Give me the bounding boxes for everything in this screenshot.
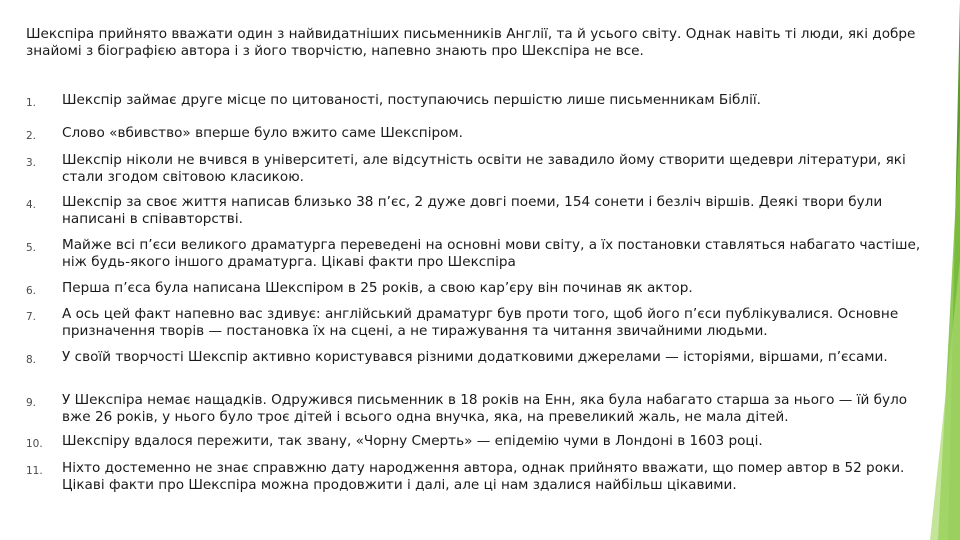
item-number: 8. (26, 354, 37, 366)
list-item (26, 237, 932, 270)
item-number: 4. (26, 199, 37, 211)
list-item (26, 460, 932, 493)
item-number: 6. (26, 285, 37, 297)
list-item (26, 392, 932, 425)
item-text: Шекспір ніколи не вчився в університеті, але відсутність освіти не завадило йому створити щедеври літератури, які стали згодом світовою класикою. (62, 152, 906, 185)
item-text: Шекспір за своє життя написав близько 38 п’єс, 2 дуже довгі поеми, 154 сонети і безліч віршів. Деякі твори були написані в співавторстві. (62, 194, 883, 227)
item-text: У Шекспіра немає нащадків. Одружився письменник в 18 років на Енн, яка була набагато старша за нього — їй було вже 26 років, у нього було троє дітей і всього одна внучка, яка, на превеликий жаль, не мала дітей. (62, 392, 908, 425)
item-text: Шекспір займає друге місце по цитованості, поступаючись першістю лише письменникам Біблії. (62, 92, 761, 108)
item-number: 9. (26, 397, 37, 409)
decorative-accent (924, 0, 960, 540)
item-number: 5. (26, 242, 37, 254)
item-text: Перша п’єса була написана Шекспіром в 25 років, а свою кар’єру він починав як актор. (62, 280, 693, 296)
item-text: Ніхто достеменно не знає справжню дату народження автора, однак прийнято вважати, що помер автор в 52 роки. Цікаві факти про Шекспіра можна продовжити і далі, але ці нам здалися найбільш цікавими. (62, 460, 905, 493)
item-text: У своїй творчості Шекспір активно користувався різними додатковими джерелами — історіями, віршами, п’єсами. (62, 349, 888, 365)
item-text: Слово «вбивство» вперше було вжито саме Шекспіром. (62, 125, 463, 141)
item-text: Шекспіру вдалося пережити, так звану, «Чорну Смерть» — епідемію чуми в Лондоні в 1603 році. (62, 433, 763, 449)
list-item (26, 152, 932, 185)
list-item (26, 125, 932, 145)
intro-paragraph: Шекспіра прийнято вважати один з найвидатніших письменників Англії, та й усього світу. Однак навіть ті люди, які добре знайомі з біографією автора і з його творчістю, напевно знають про Шекспіра не все. (26, 26, 916, 59)
item-text: А ось цей факт напевно вас здивує: англійський драматург був проти того, щоб його п’єси публікувалися. Основне призначення творів — постановка їх на сцені, а не тиражування та читання звичайними людьми. (62, 306, 899, 339)
item-number: 1. (26, 97, 37, 109)
list-item (26, 306, 932, 339)
item-number: 11. (26, 465, 43, 477)
list-item (26, 194, 932, 227)
item-text: Майже всі п’єси великого драматурга переведені на основні мови світу, а їх постановки ставляться набагато частіше, ніж будь-якого іншого драматурга. Цікаві факти про Шекспіра (62, 237, 921, 270)
item-number: 2. (26, 130, 37, 142)
list-item (26, 433, 932, 453)
item-number: 3. (26, 157, 37, 169)
accent-band-light (930, 260, 960, 540)
item-number: 10. (26, 438, 43, 450)
list-item (26, 280, 932, 300)
list-item (26, 92, 932, 112)
item-number: 7. (26, 311, 37, 323)
list-item (26, 349, 932, 369)
